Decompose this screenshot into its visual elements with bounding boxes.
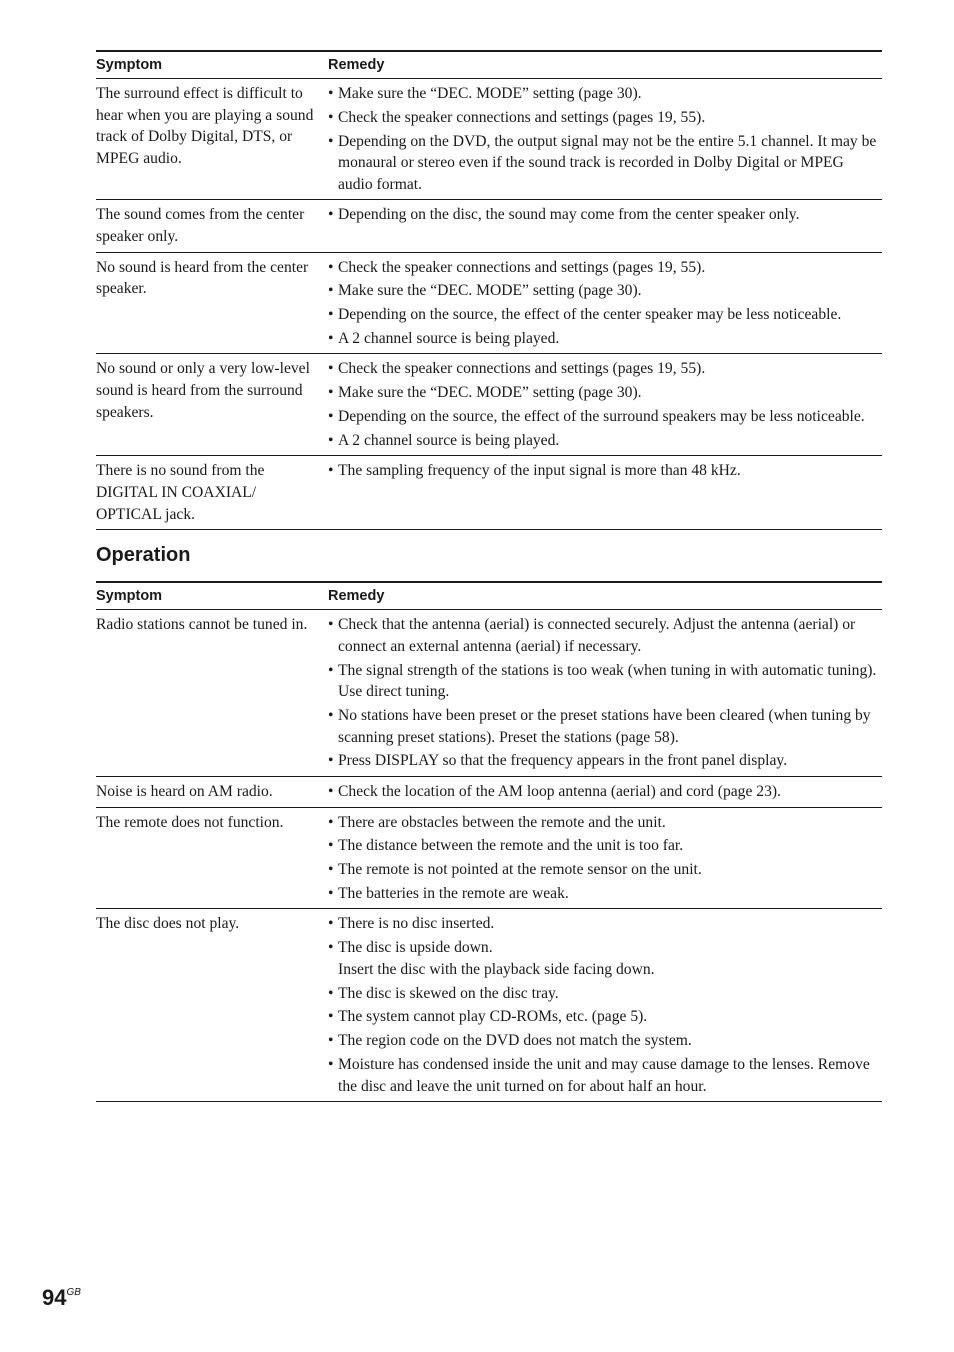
remedy-item xyxy=(328,430,882,452)
remedy-text: Check the speaker connections and settings (pages 19, 55). xyxy=(338,108,706,126)
symptom-cell: No sound is heard from the center speaker. xyxy=(96,258,309,298)
remedy-text: Check that the antenna (aerial) is connected securely. Adjust the antenna (aerial) or connect an external antenna (aerial) if necessary. xyxy=(338,616,856,655)
symptom-cell: No sound or only a very low-level sound is heard from the surround speakers. xyxy=(96,360,310,421)
symptom-cell: The surround effect is difficult to hear when you are playing a sound track of Dolby Digital, DTS, or MPEG audio. xyxy=(96,85,314,167)
remedy-text: There are obstacles between the remote and the unit. xyxy=(338,813,666,831)
bullet-icon: • xyxy=(328,706,334,724)
remedy-text: The remote is not pointed at the remote sensor on the unit. xyxy=(338,861,702,879)
remedy-item xyxy=(328,257,882,279)
bullet-icon: • xyxy=(328,431,334,449)
remedy-cell xyxy=(328,909,882,1102)
bullet-icon: • xyxy=(328,984,334,1002)
symptom-cell: The remote does not function. xyxy=(96,813,284,831)
remedy-item xyxy=(328,614,882,657)
symptom-cell: There is no sound from the DIGITAL IN COAXIAL/ OPTICAL jack. xyxy=(96,462,265,523)
remedy-text: Moisture has condensed inside the unit and may cause damage to the lenses. Remove the disc and leave the unit turned on for about half an hour. xyxy=(338,1055,870,1095)
remedy-text: Make sure the “DEC. MODE” setting (page 30). xyxy=(338,282,642,300)
remedy-list xyxy=(328,257,882,350)
remedy-item xyxy=(328,812,882,834)
remedy-cell xyxy=(328,456,882,530)
remedy-item xyxy=(328,304,882,326)
remedy-cell xyxy=(328,610,882,777)
remedy-item xyxy=(328,660,882,703)
bullet-icon: • xyxy=(328,752,334,770)
remedy-text: The disc is skewed on the disc tray. xyxy=(338,984,559,1002)
bullet-icon: • xyxy=(328,85,334,102)
bullet-icon: • xyxy=(328,462,334,480)
bullet-icon: • xyxy=(328,884,334,902)
bullet-icon: • xyxy=(328,282,334,300)
remedy-item xyxy=(328,107,882,129)
bullet-icon: • xyxy=(328,837,334,855)
remedy-cell xyxy=(328,200,882,252)
bullet-icon: • xyxy=(328,408,334,426)
remedy-text: Check the location of the AM loop antenna (aerial) and cord (page 23). xyxy=(338,782,781,800)
remedy-text: Press DISPLAY so that the frequency appears in the front panel display. xyxy=(338,752,788,770)
remedy-list xyxy=(328,614,882,772)
table-row xyxy=(96,807,882,909)
remedy-item xyxy=(328,883,882,905)
table-header-row xyxy=(96,51,882,79)
remedy-item xyxy=(328,1054,882,1097)
remedy-text: The sampling frequency of the input signal is more than 48 kHz. xyxy=(338,462,741,480)
symptom-cell: The sound comes from the center speaker only. xyxy=(96,206,305,245)
bullet-icon: • xyxy=(328,132,334,150)
remedy-item xyxy=(328,937,882,980)
remedy-column-header: Remedy xyxy=(328,56,385,73)
troubleshooting-table-operation xyxy=(96,581,882,1102)
remedy-text: The signal strength of the stations is too weak (when tuning in with automatic tuning). Use direct tuning. xyxy=(338,661,877,701)
remedy-item xyxy=(328,83,882,105)
remedy-list xyxy=(328,83,882,195)
bullet-icon: • xyxy=(328,861,334,879)
bullet-icon: • xyxy=(328,1055,334,1073)
bullet-icon: • xyxy=(328,915,334,933)
remedy-item xyxy=(328,328,882,350)
table-row xyxy=(96,776,882,807)
bullet-icon: • xyxy=(328,782,334,800)
remedy-item xyxy=(328,131,882,196)
remedy-text: There is no disc inserted. xyxy=(338,915,495,933)
remedy-item xyxy=(328,406,882,428)
bullet-icon: • xyxy=(328,360,334,378)
bullet-icon: • xyxy=(328,1008,334,1026)
remedy-text: Depending on the source, the effect of the surround speakers may be less noticeable. xyxy=(338,408,865,426)
remedy-item xyxy=(328,781,882,803)
remedy-item xyxy=(328,983,882,1005)
remedy-text: A 2 channel source is being played. xyxy=(338,431,560,449)
remedy-item xyxy=(328,1006,882,1028)
symptom-column-header: Symptom xyxy=(96,56,163,73)
table-row xyxy=(96,456,882,530)
table-row xyxy=(96,610,882,777)
bullet-icon: • xyxy=(328,329,334,347)
remedy-text: No stations have been preset or the preset stations have been cleared (when tuning by scanning preset stations). Preset the stations (page 58). xyxy=(338,706,871,746)
remedy-item xyxy=(328,460,882,482)
table-row xyxy=(96,354,882,456)
remedy-text: Depending on the source, the effect of the center speaker may be less noticeable. xyxy=(338,306,842,324)
remedy-text: Check the speaker connections and settings (pages 19, 55). xyxy=(338,258,706,276)
table-row xyxy=(96,79,882,200)
remedy-text: The system cannot play CD-ROMs, etc. (page 5). xyxy=(338,1008,648,1026)
bullet-icon: • xyxy=(328,616,334,634)
remedy-cell xyxy=(328,807,882,909)
bullet-icon: • xyxy=(328,384,334,402)
remedy-item xyxy=(328,859,882,881)
table-row xyxy=(96,252,882,354)
bullet-icon: • xyxy=(328,206,334,224)
remedy-list xyxy=(328,358,882,451)
remedy-text: The batteries in the remote are weak. xyxy=(338,884,569,902)
remedy-text: Make sure the “DEC. MODE” setting (page 30). xyxy=(338,85,642,102)
remedy-text: The disc is upside down. xyxy=(338,939,493,957)
remedy-text: The distance between the remote and the unit is too far. xyxy=(338,837,684,855)
table-body xyxy=(96,79,882,530)
bullet-icon: • xyxy=(328,258,334,276)
page-number-value: 94 xyxy=(42,1285,67,1310)
remedy-item xyxy=(328,705,882,748)
section-heading-operation: Operation xyxy=(96,544,191,567)
remedy-list xyxy=(328,781,882,803)
remedy-list xyxy=(328,204,882,226)
table-row xyxy=(96,909,882,1102)
remedy-list xyxy=(328,913,882,1097)
symptom-column-header: Symptom xyxy=(96,587,163,604)
page-number-suffix: GB xyxy=(66,1287,81,1298)
bullet-icon: • xyxy=(328,306,334,324)
symptom-cell: Noise is heard on AM radio. xyxy=(96,782,273,800)
bullet-icon: • xyxy=(328,661,334,679)
remedy-item xyxy=(328,750,882,772)
remedy-text: Depending on the DVD, the output signal may not be the entire 5.1 channel. It may be monaural or stereo even if the sound track is recorded in Dolby Digital or MPEG audio format. xyxy=(338,132,877,193)
table-header-row xyxy=(96,582,882,610)
remedy-item xyxy=(328,1030,882,1052)
remedy-cell xyxy=(328,79,882,200)
remedy-item xyxy=(328,913,882,935)
page-number xyxy=(42,1285,81,1311)
remedy-text: A 2 channel source is being played. xyxy=(338,329,560,347)
remedy-item xyxy=(328,204,882,226)
remedy-list xyxy=(328,812,882,905)
remedy-item xyxy=(328,280,882,302)
remedy-column-header: Remedy xyxy=(328,587,385,604)
remedy-text: Depending on the disc, the sound may come from the center speaker only. xyxy=(338,206,800,224)
remedy-text: The region code on the DVD does not match the system. xyxy=(338,1032,692,1050)
remedy-item xyxy=(328,358,882,380)
remedy-cell xyxy=(328,252,882,354)
bullet-icon: • xyxy=(328,1032,334,1050)
remedy-item xyxy=(328,835,882,857)
bullet-icon: • xyxy=(328,813,334,831)
bullet-icon: • xyxy=(328,108,334,126)
remedy-text: Make sure the “DEC. MODE” setting (page 30). xyxy=(338,384,642,402)
bullet-icon: • xyxy=(328,939,334,957)
symptom-cell: Radio stations cannot be tuned in. xyxy=(96,616,308,634)
symptom-cell: The disc does not play. xyxy=(96,915,240,933)
remedy-list xyxy=(328,460,882,482)
remedy-item xyxy=(328,382,882,404)
troubleshooting-table-sound xyxy=(96,50,882,530)
table-body xyxy=(96,610,882,1102)
manual-page xyxy=(96,50,882,1102)
remedy-cell xyxy=(328,776,882,807)
table-row xyxy=(96,200,882,252)
remedy-text: Insert the disc with the playback side facing down. xyxy=(338,960,655,978)
remedy-text: Check the speaker connections and settings (pages 19, 55). xyxy=(338,360,706,378)
remedy-cell xyxy=(328,354,882,456)
